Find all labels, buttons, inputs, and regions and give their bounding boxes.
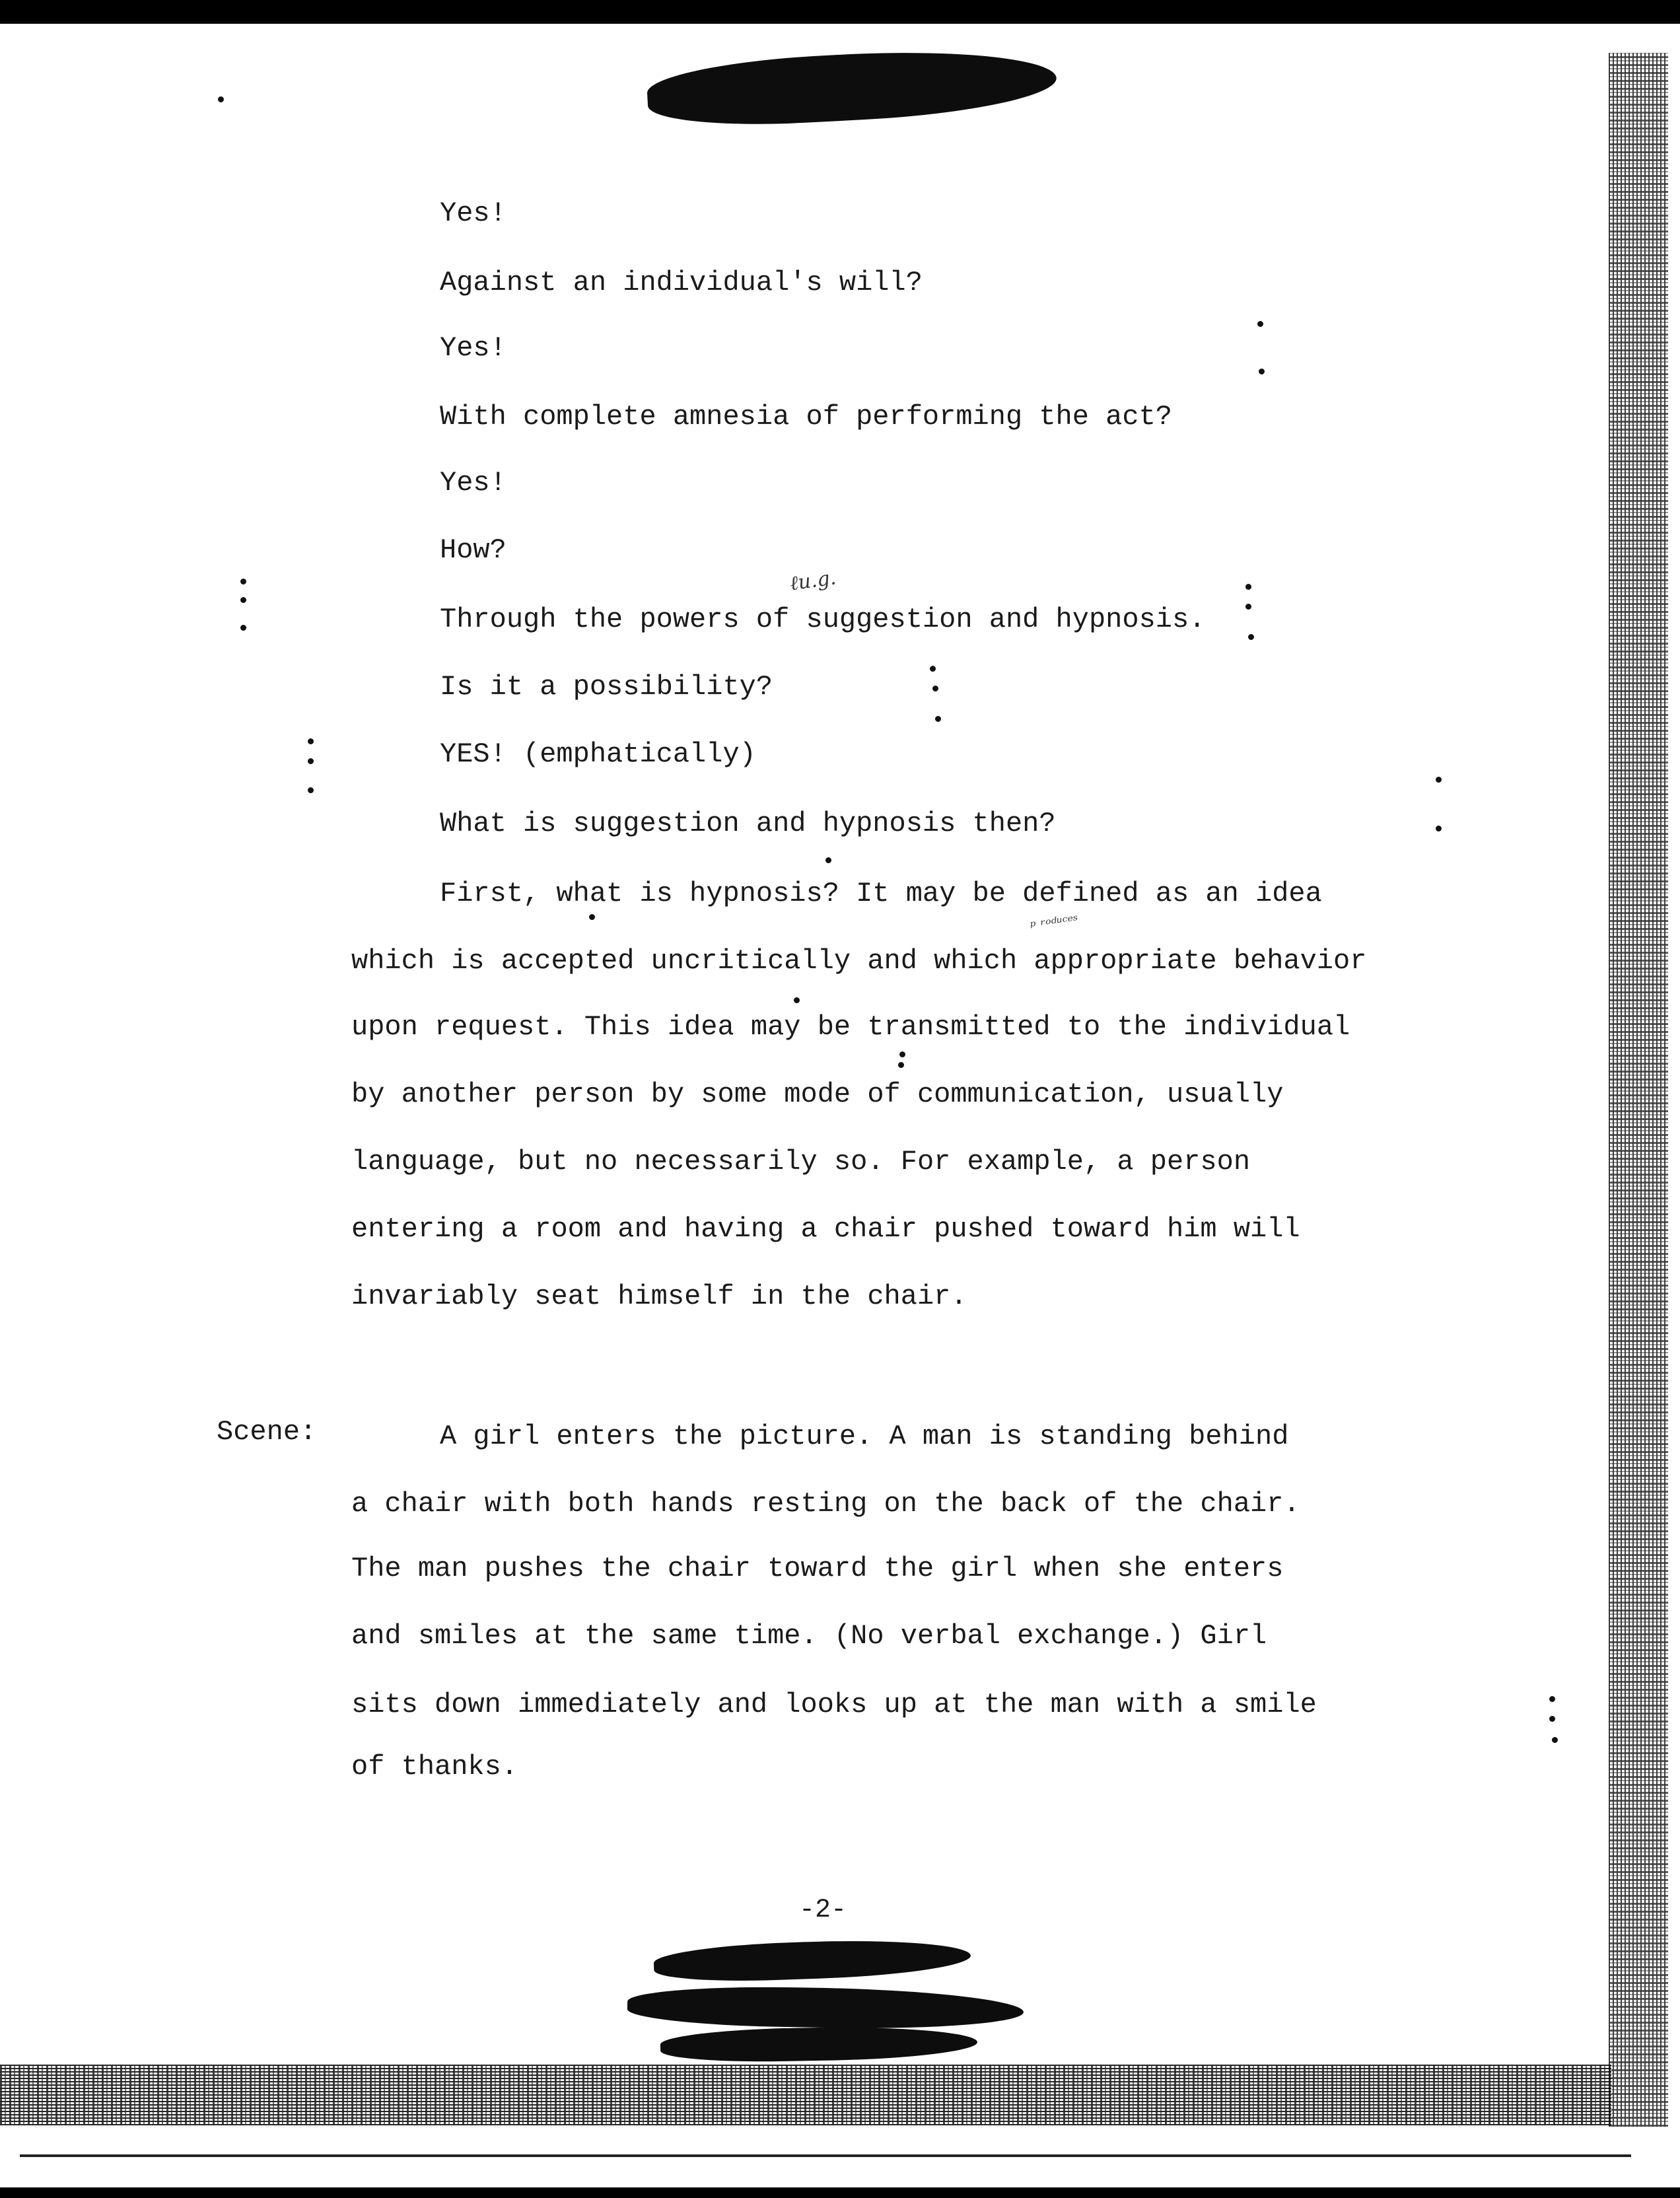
scan-speck [932,686,938,691]
scan-speck [1549,1696,1555,1702]
dialogue-line: YES! (emphatically) [440,738,756,770]
scan-speck [1436,777,1442,783]
redaction-mark-bottom [660,2025,978,2063]
scan-bottom-border [0,2187,1680,2198]
scan-speck [935,716,941,722]
scene-line: of thanks. [351,1751,518,1783]
scene-line: The man pushes the chair toward the girl when she enters [351,1553,1284,1584]
scan-speck [218,96,224,102]
paragraph-line: invariably seat himself in the chair. [351,1281,967,1312]
scan-speck [898,1062,904,1068]
dialogue-line: Through the powers of suggestion and hypnosis. [440,604,1206,635]
redaction-mark-bottom [653,1936,971,1985]
dialogue-line: What is suggestion and hypnosis then? [440,808,1056,839]
scan-speck [308,787,314,793]
scan-speck [1552,1737,1558,1743]
scan-speck [308,758,314,764]
dialogue-line: Against an individual's will? [440,267,923,299]
paragraph-line: First, what is hypnosis? It may be defined as an idea [440,878,1322,909]
scan-speck [240,579,246,585]
scan-speck [240,625,246,631]
dialogue-line: Yes! [440,197,507,229]
paragraph-line: by another person by some mode of communication, usually [351,1079,1284,1110]
scan-bottom-rule [20,2154,1631,2157]
page-number: -2- [799,1896,847,1925]
scan-speck [1248,634,1254,640]
scene-line: and smiles at the same time. (No verbal exchange.) Girl [351,1620,1267,1652]
scene-line: a chair with both hands resting on the back of the chair. [351,1488,1300,1520]
handwritten-annotation: ᵖ ʳᵒᵈᵘᶜᵉˢ [1029,912,1080,935]
dialogue-line: Yes! [440,332,507,364]
scan-right-edge-noise [1609,53,1668,2127]
redaction-mark-bottom [627,1985,1024,2031]
scan-top-border [0,0,1680,24]
scene-line: A girl enters the picture. A man is standing behind [440,1421,1289,1452]
paragraph-line: which is accepted uncritically and which appropriate behavior [351,945,1367,977]
dialogue-line: Yes! [440,467,507,499]
paragraph-line: upon request. This idea may be transmitted to the individual [351,1011,1350,1043]
scene-line: sits down immediately and looks up at the man with a smile [351,1689,1317,1720]
redaction-mark-top [646,44,1058,131]
scene-label: Scene: [217,1416,317,1448]
scan-speck [1245,604,1251,610]
scan-speck [589,914,595,920]
handwritten-annotation: ℓu.g. [788,566,838,596]
paragraph-line: language, but no necessarily so. For example, a person [351,1146,1251,1178]
scan-speck [240,597,246,603]
scan-speck [899,1051,905,1057]
scan-bottom-edge-noise [0,2065,1611,2125]
scan-speck [1245,584,1251,590]
dialogue-line: With complete amnesia of performing the act? [440,401,1172,433]
scan-speck [1259,369,1265,374]
scan-speck [1549,1716,1555,1722]
scan-speck [308,738,314,744]
scan-speck [930,666,936,672]
scan-speck [825,857,831,863]
scan-speck [794,997,800,1003]
dialogue-line: How? [440,534,507,566]
scan-speck [1257,321,1263,327]
scan-speck [1436,826,1442,832]
paragraph-line: entering a room and having a chair pushed toward him will [351,1213,1300,1245]
dialogue-line: Is it a possibility? [440,671,773,703]
